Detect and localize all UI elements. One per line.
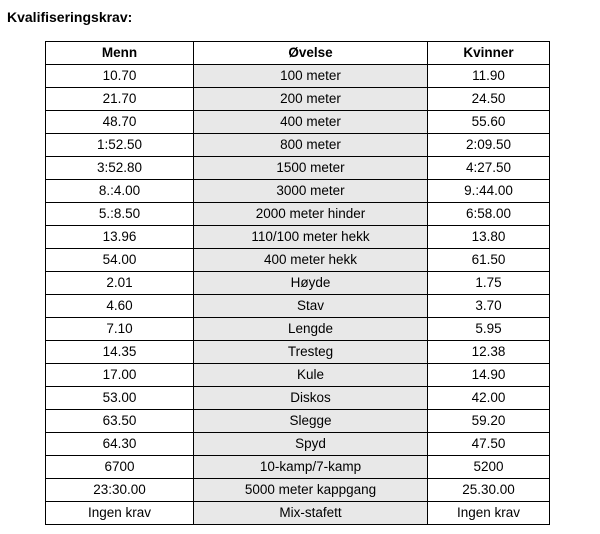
women-value: 25.30.00: [428, 479, 550, 502]
men-value: 2.01: [46, 272, 194, 295]
men-value: 6700: [46, 456, 194, 479]
event-name: 1500 meter: [194, 157, 428, 180]
men-value: 53.00: [46, 387, 194, 410]
table-row: [46, 249, 550, 272]
table-row: [46, 456, 550, 479]
table-row: [46, 134, 550, 157]
page-title: Kvalifiseringskrav:: [7, 9, 133, 25]
event-name: 400 meter hekk: [194, 249, 428, 272]
women-value: Ingen krav: [428, 502, 550, 525]
women-value: 11.90: [428, 65, 550, 88]
qualification-table: [45, 41, 550, 525]
men-value: 23:30.00: [46, 479, 194, 502]
table-row: [46, 433, 550, 456]
event-name: Slegge: [194, 410, 428, 433]
men-value: 63.50: [46, 410, 194, 433]
event-name: Tresteg: [194, 341, 428, 364]
women-value: 9.:44.00: [428, 180, 550, 203]
event-name: Høyde: [194, 272, 428, 295]
women-value: 13.80: [428, 226, 550, 249]
women-value: 6:58.00: [428, 203, 550, 226]
table-row: [46, 203, 550, 226]
women-value: 4:27.50: [428, 157, 550, 180]
table-row: [46, 341, 550, 364]
women-value: 47.50: [428, 433, 550, 456]
women-value: 61.50: [428, 249, 550, 272]
table-row: [46, 410, 550, 433]
table-row: [46, 387, 550, 410]
header-event: Øvelse: [194, 42, 428, 65]
table-row: [46, 65, 550, 88]
table-row: [46, 318, 550, 341]
event-name: 5000 meter kappgang: [194, 479, 428, 502]
men-value: 64.30: [46, 433, 194, 456]
women-value: 42.00: [428, 387, 550, 410]
men-value: 13.96: [46, 226, 194, 249]
event-name: Mix-stafett: [194, 502, 428, 525]
table-row: [46, 226, 550, 249]
header-women: Kvinner: [428, 42, 550, 65]
table-row: [46, 272, 550, 295]
women-value: 14.90: [428, 364, 550, 387]
women-value: 2:09.50: [428, 134, 550, 157]
table-row: [46, 364, 550, 387]
table-row: [46, 88, 550, 111]
men-value: 7.10: [46, 318, 194, 341]
women-value: 1.75: [428, 272, 550, 295]
women-value: 24.50: [428, 88, 550, 111]
men-value: 4.60: [46, 295, 194, 318]
men-value: 5.:8.50: [46, 203, 194, 226]
men-value: 54.00: [46, 249, 194, 272]
event-name: 200 meter: [194, 88, 428, 111]
women-value: 59.20: [428, 410, 550, 433]
event-name: 100 meter: [194, 65, 428, 88]
women-value: 5.95: [428, 318, 550, 341]
table-row: [46, 157, 550, 180]
men-value: 17.00: [46, 364, 194, 387]
men-value: 21.70: [46, 88, 194, 111]
table-row: [46, 295, 550, 318]
event-name: Spyd: [194, 433, 428, 456]
event-name: Diskos: [194, 387, 428, 410]
event-name: 10-kamp/7-kamp: [194, 456, 428, 479]
event-name: 2000 meter hinder: [194, 203, 428, 226]
men-value: 10.70: [46, 65, 194, 88]
men-value: 8.:4.00: [46, 180, 194, 203]
women-value: 5200: [428, 456, 550, 479]
header-men: Menn: [46, 42, 194, 65]
men-value: Ingen krav: [46, 502, 194, 525]
event-name: Stav: [194, 295, 428, 318]
men-value: 1:52.50: [46, 134, 194, 157]
event-name: Lengde: [194, 318, 428, 341]
table-row: [46, 479, 550, 502]
event-name: 110/100 meter hekk: [194, 226, 428, 249]
women-value: 3.70: [428, 295, 550, 318]
table-row: [46, 111, 550, 134]
women-value: 55.60: [428, 111, 550, 134]
men-value: 14.35: [46, 341, 194, 364]
event-name: 800 meter: [194, 134, 428, 157]
table-row: [46, 180, 550, 203]
women-value: 12.38: [428, 341, 550, 364]
event-name: Kule: [194, 364, 428, 387]
men-value: 3:52.80: [46, 157, 194, 180]
event-name: 400 meter: [194, 111, 428, 134]
table-header-row: [46, 42, 550, 65]
table-row: [46, 502, 550, 525]
event-name: 3000 meter: [194, 180, 428, 203]
men-value: 48.70: [46, 111, 194, 134]
